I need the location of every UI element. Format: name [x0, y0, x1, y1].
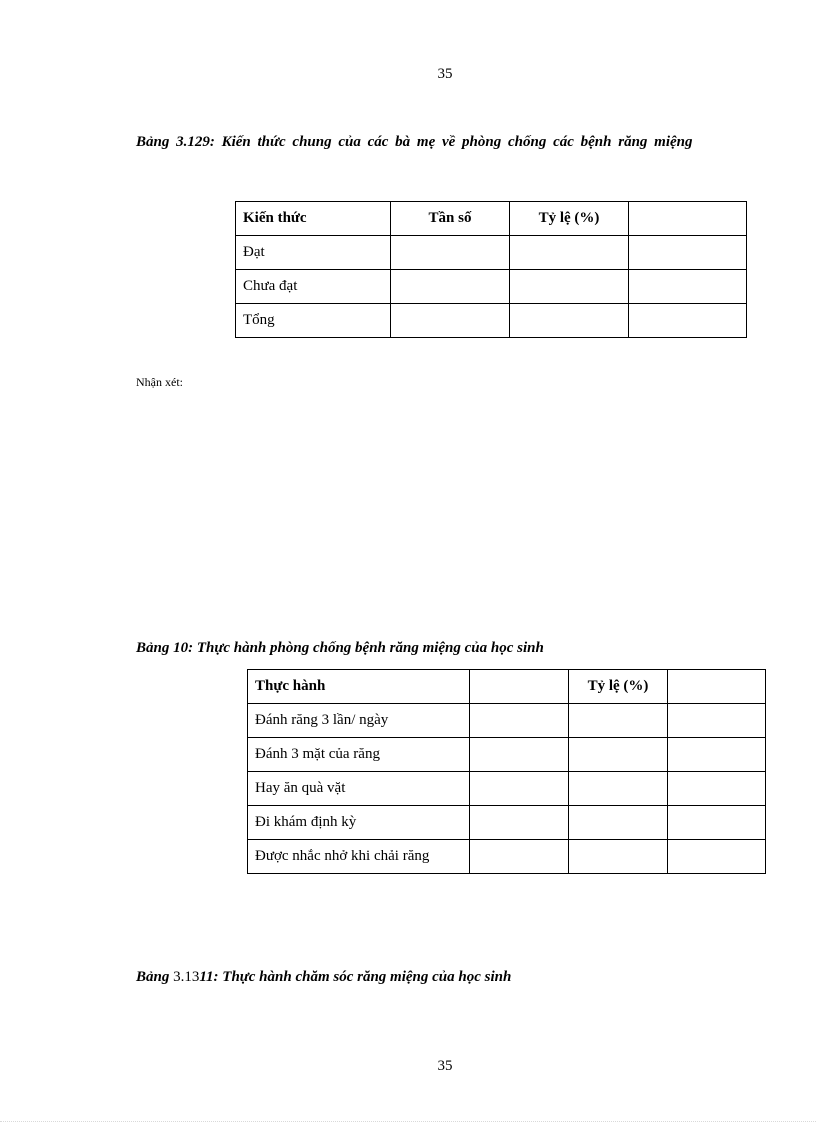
row-label: Được nhắc nhở khi chải răng — [248, 840, 470, 874]
table-cell — [470, 772, 569, 806]
practice-table — [247, 669, 766, 874]
table-cell — [470, 738, 569, 772]
column-header-frequency: Tần số — [391, 202, 510, 236]
table-row — [248, 840, 766, 874]
table-cell — [668, 704, 766, 738]
table-cell — [470, 806, 569, 840]
table-2-caption: Bảng 10: Thực hành phòng chống bệnh răng miệng của học sinh — [136, 640, 544, 656]
table-cell — [668, 738, 766, 772]
table-cell — [569, 772, 668, 806]
table-header-row — [248, 670, 766, 704]
column-header-practice: Thực hành — [248, 670, 470, 704]
table-row — [248, 704, 766, 738]
knowledge-table — [235, 201, 747, 338]
table-cell — [470, 704, 569, 738]
table-cell — [569, 704, 668, 738]
column-header-empty — [668, 670, 766, 704]
remark-label: Nhận xét: — [136, 375, 183, 389]
table-cell — [510, 304, 629, 338]
table-cell — [391, 236, 510, 270]
table-header-row — [236, 202, 747, 236]
table-cell — [569, 738, 668, 772]
row-label: Đạt — [236, 236, 391, 270]
column-header-percentage: Tỷ lệ (%) — [569, 670, 668, 704]
caption-number: 3.13 — [173, 969, 200, 985]
table-row — [248, 806, 766, 840]
table-cell — [510, 270, 629, 304]
table-1-caption: Bảng 3.129: Kiến thức chung của các bà mẹ về phòng chống các bệnh răng miệng — [136, 134, 693, 150]
table-cell — [668, 772, 766, 806]
table-row — [236, 304, 747, 338]
table-cell — [668, 806, 766, 840]
column-header-knowledge: Kiến thức — [236, 202, 391, 236]
table-cell — [510, 236, 629, 270]
row-label: Chưa đạt — [236, 270, 391, 304]
table-row — [248, 738, 766, 772]
table-row — [248, 772, 766, 806]
table-cell — [391, 304, 510, 338]
page-number-top: 35 — [437, 66, 453, 82]
table-cell — [470, 840, 569, 874]
caption-rest: 11: Thực hành chăm sóc răng miệng của học sinh — [199, 969, 512, 985]
column-header-empty — [629, 202, 747, 236]
row-label: Đánh răng 3 lần/ ngày — [248, 704, 470, 738]
page-bottom-divider — [0, 1121, 816, 1122]
table-cell — [569, 840, 668, 874]
table-cell — [569, 806, 668, 840]
page-number-bottom: 35 — [437, 1058, 453, 1074]
row-label: Tổng — [236, 304, 391, 338]
row-label: Hay ăn quà vặt — [248, 772, 470, 806]
table-cell — [629, 270, 747, 304]
table-cell — [629, 236, 747, 270]
table-cell — [391, 270, 510, 304]
table-row — [236, 270, 747, 304]
table-row — [236, 236, 747, 270]
table-cell — [668, 840, 766, 874]
column-header-empty — [470, 670, 569, 704]
caption-prefix: Bảng — [136, 969, 174, 985]
table-3-caption — [136, 962, 776, 992]
row-label: Đánh 3 mặt của răng — [248, 738, 470, 772]
table-cell — [629, 304, 747, 338]
column-header-percentage: Tỷ lệ (%) — [510, 202, 629, 236]
row-label: Đi khám định kỳ — [248, 806, 470, 840]
